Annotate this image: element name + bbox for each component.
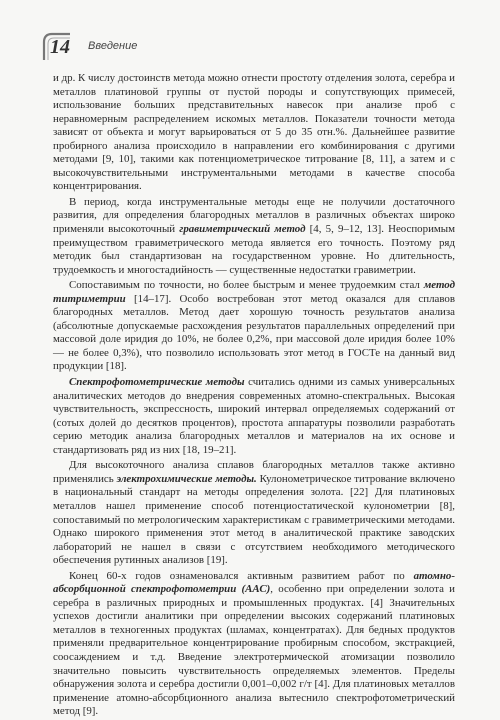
paragraph-text: и др. К числу достоинств метода можно отнести простоту отделения золота, серебра и металлов платиновой группы от пустой породы и сопутствующих примесей, использование больших представительных навесок при анализе проб с неравномерным распределением искомых металлов. Показатели точности метода зависят от объекта и могут варьироваться от 5 до 35 отн.%. Дальнейшее развитие пробирного анализа происходило в направлении его комбинирования с другими методами [9, 10], такими как потенциометрическое титрование [8, 11], а затем и с высокочувствительными инструментальными методами в качестве способа концентрирования. xyxy=(53,72,455,193)
paragraph-text: [14–17]. Особо востребован этот метод оказался для сплавов благородных металлов. Метод дает хорошую точность результатов анализа (абсолютные допускаемые расхождения результатов параллельных определений при массовой доле иридия до 10%, не более 0,2%, при массовой доле иридия более 10% — не более 0,3%), что позволило использовать этот метод в ГОСТе на данный вид продукции [18]. xyxy=(53,292,455,373)
paragraph-text: Конец 60-х годов ознаменовался активным развитием работ по xyxy=(69,569,414,582)
paragraph xyxy=(53,279,455,374)
paragraph xyxy=(53,196,455,277)
paragraph-text: В период, когда инструментальные методы еще не получили достаточного развития, для определения благородных металлов в различных объектах широко применяли высокоточный xyxy=(53,195,455,236)
paragraph xyxy=(53,376,455,457)
paragraph-text: Сопоставимым по точности, но более быстрым и менее трудоемким стал xyxy=(69,279,424,292)
paragraph xyxy=(53,459,455,567)
paragraph xyxy=(53,72,455,194)
running-header-section: Введение xyxy=(88,40,138,52)
body-text xyxy=(53,72,455,719)
method-term: атомно-абсорбционной спектрофотометрии (ААС) xyxy=(53,569,455,596)
method-term: электрохимические методы. xyxy=(116,472,257,485)
method-term: метод титриметрии xyxy=(53,279,455,305)
paragraph-text: [4, 5, 9–12, 13]. Неоспоримым преимуществом гравиметрического метода является его точность. Поэтому ряд методик был стандартизован на государственном уровне. Но длительность, трудоемкость и многостадийность — существенные недостатки гравиметрии. xyxy=(53,223,455,276)
paragraph-text: Для высокоточного анализа сплавов благородных металлов также активно применялись xyxy=(53,459,455,485)
method-term: Спектрофотометрические методы xyxy=(69,376,245,389)
page-number: 14 xyxy=(50,36,70,58)
method-term: гравиметрический метод xyxy=(179,223,306,236)
paragraph-text: , особенно при определении золота и серебра в различных природных и промышленных продуктах. [4] Значительных успехов достигли аналитики при определении высоких содержаний платиновых металлов в техногенных продуктах (шламах, концентратах). Для бедных продуктов применяли предварительное концентрирование пробирным способом, экстракцией, соосаждением и т.д. Введение электротермической атомизации позволило значительно повысить чувствительность определяемых элементов. Пределы обнаружения золота и серебра достигли 0,001–0,002 г/т [4]. Для платиновых металлов применение атомно-абсорбционного анализа вытеснило спектрофотометрический метод [9]. xyxy=(53,583,455,718)
paragraph-text: Кулонометрическое титрование включено в национальный стандарт на методы определения золота. [22] Для платиновых металлов нашел применение способ потенциостатической кулонометрии [8], сопоставимый по метрологическим характеристикам с гравиметрическими методами. Однако широкого применения этот метод в аналитической практике заводских лабораторий не нашел в связи с отсутствием необходимого методического обеспечения рутинных анализов [19]. xyxy=(53,472,456,567)
page-header xyxy=(40,30,460,64)
paragraph-text: считались одними из самых универсальных аналитических методов до внедрения современных атомно-спектральных. Высокая чувствительность, экспрессность, широкий интервал определяемых содержаний от (сотых долей до десятков процентов), простота аппаратуры позволили разработать серию методик анализа благородных металлов и материалов на их основе и стандартизовать ряд из них [18, 19–21]. xyxy=(53,376,455,456)
paragraph xyxy=(53,570,455,719)
